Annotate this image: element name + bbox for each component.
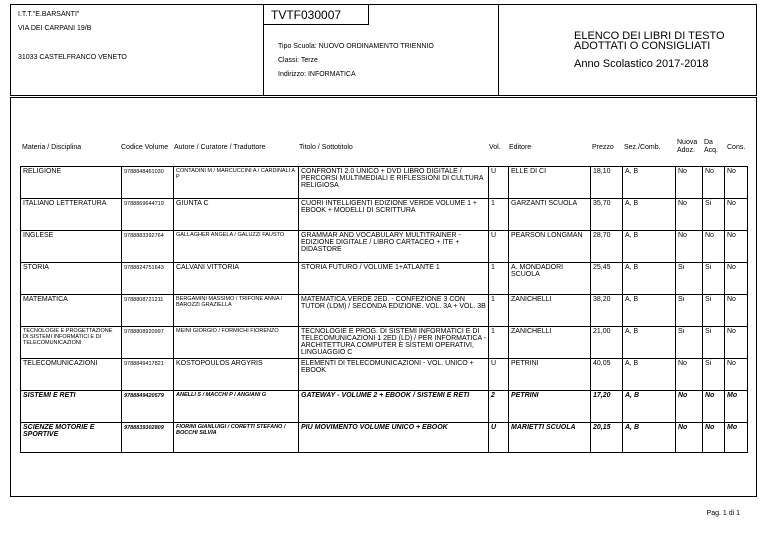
cell-prezzo: 28,70 <box>591 231 623 263</box>
cell-nuova: Si <box>676 327 703 359</box>
school-city: 31033 CASTELFRANCO VENETO <box>18 54 127 61</box>
cell-vol: 1 <box>489 263 509 295</box>
cell-autore: KOSTOPOULOS ARGYRIS <box>174 359 299 391</box>
tipo-scuola: Tipo Scuola: NUOVO ORDINAMENTO TRIENNIO <box>278 43 434 50</box>
cell-autore: BERGAMINI MASSIMO / TRIFONE ANNA / BAROZZI GRAZIELLA <box>174 295 299 327</box>
cell-nuova: No <box>676 199 703 231</box>
cell-codice: 9788808721211 <box>122 295 174 327</box>
cell-titolo: TECNOLOGIE E PROG. DI SISTEMI INFORMATICI E DI TELECOMUNICAZIONI 1 2ED (LD) / PER INFORMATICA - ARCHITETTURA COMPUTER E SISTEMI OPERATIVI, LINGUAGGIO C <box>299 327 489 359</box>
cell-autore: GIUNTA C <box>174 199 299 231</box>
cell-autore: CONTADINI M / MARCUCCINI A / CARDINALI A P <box>174 167 299 199</box>
cell-da: No <box>703 423 725 453</box>
cell-titolo: GATEWAY - VOLUME 2 + EBOOK / SISTEMI E RETI <box>299 391 489 423</box>
table-row <box>21 423 748 453</box>
heading-line1: ELENCO DEI LIBRI DI TESTO <box>574 30 725 42</box>
col-da <box>704 139 718 155</box>
cell-da: Si <box>703 327 725 359</box>
cell-prezzo: 17,20 <box>591 391 623 423</box>
table-row <box>21 295 748 327</box>
cell-titolo: STORIA FUTURO / VOLUME 1+ATLANTE 1 <box>299 263 489 295</box>
school-year: Anno Scolastico 2017-2018 <box>574 58 709 70</box>
cell-nuova: No <box>676 391 703 423</box>
col-editore: Editore <box>509 144 532 151</box>
cell-sez: A, B <box>623 423 676 453</box>
cell-sez: A, B <box>623 295 676 327</box>
cell-editore: ELLE DI CI <box>509 167 591 199</box>
cell-editore: PETRINI <box>509 359 591 391</box>
school-name: I.T.T."E.BARSANTI" <box>18 11 80 18</box>
classi: Classi: Terze <box>278 57 318 64</box>
table-row <box>21 327 748 359</box>
cell-vol: 1 <box>489 199 509 231</box>
cell-materia: TELECOMUNICAZIONI <box>21 359 122 391</box>
cell-prezzo: 40,05 <box>591 359 623 391</box>
cell-cons: Mo <box>725 391 748 423</box>
cell-vol: U <box>489 231 509 263</box>
cell-cons: No <box>725 199 748 231</box>
cell-editore: GARZANTI SCUOLA <box>509 199 591 231</box>
cell-nuova: No <box>676 167 703 199</box>
books-table <box>20 166 748 453</box>
col-sez: Sez./Comb. <box>624 144 661 151</box>
cell-autore: ANELLI S / MACCHI P / ANGIANI G <box>174 391 299 423</box>
cell-materia: MATEMATICA <box>21 295 122 327</box>
cell-titolo: GRAMMAR AND VOCABULARY MULTITRAINER - EDIZIONE DIGITALE / LIBRO CARTACEO + ITE + DIDASTORE <box>299 231 489 263</box>
code-underline <box>264 24 368 25</box>
cell-sez: A, B <box>623 231 676 263</box>
cell-materia: INGLESE <box>21 231 122 263</box>
col-da-line2: Acq. <box>704 147 719 154</box>
cell-vol: U <box>489 359 509 391</box>
col-vol: Vol. <box>489 144 501 151</box>
table-row <box>21 231 748 263</box>
cell-autore: FIORINI GIANLUIGI / CORETTI STEFANO / BOCCHI SILVIA <box>174 423 299 453</box>
cell-da: Si <box>703 199 725 231</box>
cell-sez: A, B <box>623 327 676 359</box>
cell-materia: SISTEMI E RETI <box>21 391 122 423</box>
cell-editore: ZANICHELLI <box>509 295 591 327</box>
cell-sez: A, B <box>623 167 676 199</box>
table-row <box>21 263 748 295</box>
cell-vol: U <box>489 423 509 453</box>
cell-editore: PEARSON LONGMAN <box>509 231 591 263</box>
col-titolo: Titolo / Sottotitolo <box>299 144 353 151</box>
col-autore: Autore / Curatore / Traduttore <box>174 144 266 151</box>
cell-cons: No <box>725 263 748 295</box>
cell-autore: GALLAGHER ANGELA / GALUZZI FAUSTO <box>174 231 299 263</box>
cell-cons: No <box>725 231 748 263</box>
cell-materia: RELIGIONE <box>21 167 122 199</box>
cell-sez: A, B <box>623 391 676 423</box>
cell-prezzo: 38,20 <box>591 295 623 327</box>
cell-editore: A. MONDADORI SCUOLA <box>509 263 591 295</box>
cell-sez: A, B <box>623 199 676 231</box>
class-info-box <box>263 4 499 96</box>
cell-da: Si <box>703 295 725 327</box>
cell-da: No <box>703 231 725 263</box>
cell-prezzo: 20,15 <box>591 423 623 453</box>
cell-codice: 9788849420579 <box>122 391 174 423</box>
table-row <box>21 391 748 423</box>
school-address: VIA DEI CARPANI 19/B <box>18 25 92 32</box>
cell-codice: 9788848461030 <box>122 167 174 199</box>
cell-vol: 1 <box>489 295 509 327</box>
cell-nuova: Si <box>676 295 703 327</box>
col-materia: Materia / Disciplina <box>22 144 82 151</box>
cell-codice: 9788824751643 <box>122 263 174 295</box>
heading-box <box>499 4 757 96</box>
cell-da: Si <box>703 263 725 295</box>
school-code: TVTF030007 <box>271 8 342 22</box>
cell-editore: MARIETTI SCUOLA <box>509 423 591 453</box>
heading-line2: ADOTTATI O CONSIGLIATI <box>574 40 711 52</box>
cell-vol: 1 <box>489 327 509 359</box>
code-separator <box>368 5 369 25</box>
cell-titolo: MATEMATICA.VERDE 2ED. - CONFEZIONE 3 CON TUTOR (LDM) / SECONDA EDIZIONE. VOL. 3A + VOL. 3B <box>299 295 489 327</box>
cell-editore: ZANICHELLI <box>509 327 591 359</box>
cell-codice: 9788839302809 <box>122 423 174 453</box>
indirizzo: Indirizzo: INFORMATICA <box>278 71 356 78</box>
cell-titolo: ELEMENTI DI TELECOMUNICAZIONI - VOL. UNICO + EBOOK <box>299 359 489 391</box>
page-number: Pag. 1 di 1 <box>706 510 740 517</box>
cell-cons: No <box>725 167 748 199</box>
cell-titolo: CUORI INTELLIGENTI EDIZIONE VERDE VOLUME 1 + EBOOK + MODELLI DI SCRITTURA <box>299 199 489 231</box>
cell-vol: 2 <box>489 391 509 423</box>
table-row <box>21 167 748 199</box>
cell-nuova: No <box>676 231 703 263</box>
cell-codice: 9788808920997 <box>122 327 174 359</box>
cell-titolo: PIU MOVIMENTO VOLUME UNICO + EBOOK <box>299 423 489 453</box>
col-nuova-line1: Nuova <box>677 139 698 146</box>
cell-prezzo: 25,45 <box>591 263 623 295</box>
cell-codice: 9788869644719 <box>122 199 174 231</box>
cell-sez: A, B <box>623 263 676 295</box>
cell-materia: STORIA <box>21 263 122 295</box>
cell-materia: SCIENZE MOTORIE E SPORTIVE <box>21 423 122 453</box>
cell-titolo: CONFRONTI 2.0 UNICO + DVD LIBRO DIGITALE / PERCORSI MULTIMEDIALI E RIFLESSIONI DI CULTURA RELIGIOSA <box>299 167 489 199</box>
cell-vol: U <box>489 167 509 199</box>
cell-nuova: Si <box>676 263 703 295</box>
cell-autore: CALVANI VITTORIA <box>174 263 299 295</box>
cell-sez: A, B <box>623 359 676 391</box>
table-row <box>21 199 748 231</box>
cell-materia: ITALIANO LETTERATURA <box>21 199 122 231</box>
cell-prezzo: 35,70 <box>591 199 623 231</box>
cell-codice: 9788849417821 <box>122 359 174 391</box>
cell-cons: No <box>725 359 748 391</box>
cell-prezzo: 18,10 <box>591 167 623 199</box>
cell-da: No <box>703 167 725 199</box>
cell-da: No <box>703 391 725 423</box>
cell-materia: TECNOLOGIE E PROGETTAZIONE DI SISTEMI INFORMATICI E DI TELECOMUNICAZIONI <box>21 327 122 359</box>
col-nuova <box>677 139 697 155</box>
col-prezzo: Prezzo <box>592 144 614 151</box>
col-da-line1: Da <box>704 139 713 146</box>
cell-cons: Mo <box>725 423 748 453</box>
cell-cons: No <box>725 295 748 327</box>
col-nuova-line2: Adoz. <box>677 147 695 154</box>
cell-da: Si <box>703 359 725 391</box>
cell-autore: MEINI GIORGIO / FORMICHI FIORENZO <box>174 327 299 359</box>
school-info-box <box>10 4 264 96</box>
cell-prezzo: 21,00 <box>591 327 623 359</box>
cell-nuova: No <box>676 359 703 391</box>
cell-codice: 9788883392764 <box>122 231 174 263</box>
col-cons: Cons. <box>727 144 746 151</box>
cell-cons: No <box>725 327 748 359</box>
table-row <box>21 359 748 391</box>
cell-editore: PETRINI <box>509 391 591 423</box>
col-codice: Codice Volume <box>121 144 169 151</box>
cell-nuova: No <box>676 423 703 453</box>
